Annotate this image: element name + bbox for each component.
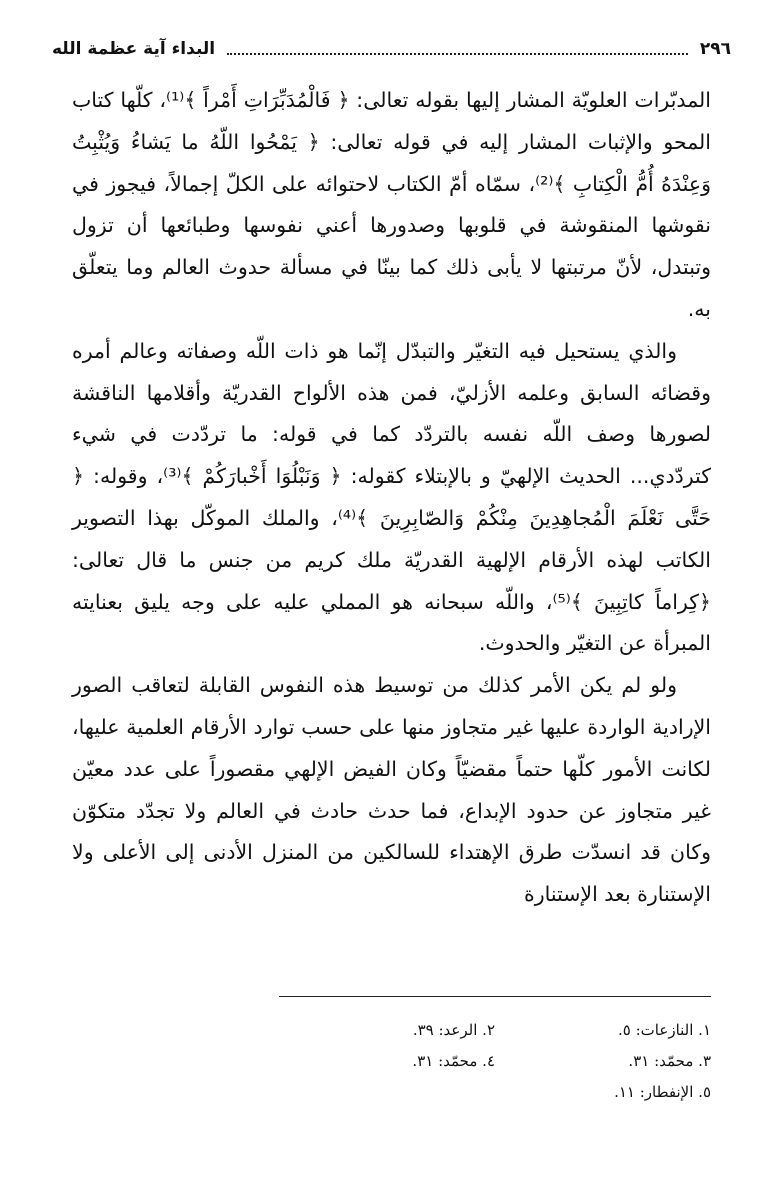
page-number: ٢٩٦ (699, 39, 731, 59)
paragraph-1: المدبّرات العلويّة المشار إليها بقوله تعالى: ﴿ فَالْمُدَبِّرَاتِ أَمْراً ﴾⁽¹⁾، كلّها كتاب المحو والإثبات المشار إليه في قوله تعالى: ﴿ يَمْحُوا اللّهُ ما يَشاءُ وَيُثْبِتُ وَعِنْدَهُ أُمُّ الْكِتابِ ﴾⁽²⁾، سمّاه أمّ الكتاب لاحتوائه على الكلّ إجمالاً، فيجوز في نقوشها المنقوشة في قلوبها وصدورها أعني نفوسها وطبائعها أن تزول وتبتدل، لأنّ مرتبتها لا يأبى ذلك كما بينّا في مسألة حدوث العالم وما يتعلّق به. (72, 88, 711, 321)
running-title: البداء آية عظمة الله (52, 39, 216, 59)
footnote-4: ٤. محمّد: ٣١. (412, 1052, 495, 1070)
leader-dots (227, 43, 688, 55)
footnotes (279, 1015, 711, 1108)
footnote-row (279, 1015, 711, 1046)
paragraph-2: والذي يستحيل فيه التغيّر والتبدّل إنّما هو ذات اللّه وصفاته وعالم أمره وقضائه السابق وعلمه الأزليّ، فمن هذه الألواح القدريّة وأقلامها الناقشة لصورها وصف اللّه نفسه بالتردّد كما في قوله: ما تردّدت في شيء كتردّدي... الحديث الإلهيّ و بالإبتلاء كقوله: ﴿ وَنَبْلُوَا أَخْبارَكُمْ ﴾⁽³⁾، وقوله: ﴿ حَتَّى نَعْلَمَ الْمُجاهِدِينَ مِنْكُمْ وَالصّابِرِينَ ﴾⁽⁴⁾، والملك الموكّل بهذا التصوير الكاتب لهذه الأرقام الإلهية القدريّة ملك كريم من جنس ما قال تعالى: ﴿كِراماً كاتِبِينَ ﴾⁽⁵⁾، واللّه سبحانه هو المملي عليه على وجه يليق بعنايته المبرأة عن التغيّر والحدوث. (72, 338, 712, 656)
footnote-2: ٢. الرعد: ٣٩. (412, 1021, 495, 1039)
footnote-row (279, 1046, 711, 1077)
footnote-3: ٣. محمّد: ٣١. (628, 1052, 711, 1070)
running-header (52, 34, 731, 64)
body-text (72, 80, 711, 916)
footnote-5: ٥. الإنفطار: ١١. (614, 1083, 711, 1101)
footnote-1: ١. النازعات: ٥. (618, 1021, 711, 1039)
footnote-row (279, 1077, 711, 1108)
footnote-separator (279, 996, 711, 997)
paragraph-3: ولو لم يكن الأمر كذلك من توسيط هذه النفوس القابلة لتعاقب الصور الإرادية الواردة عليها غير متجاوز منها على حسب توارد الأرقام العلمية عليها، لكانت الأمور كلّها حتماً مقضيّاً وكان الفيض الإلهي مقصوراً على عدد معيّن غير متجاوز عن حدود الإبداع، فما حدث حادث في العالم ولا تجدّد متكوّن وكان قد انسدّت طرق الإهتداء للسالكين من المنزل الأدنى إلى الأعلى ولا الإستنارة بعد الإستنارة (72, 673, 711, 907)
